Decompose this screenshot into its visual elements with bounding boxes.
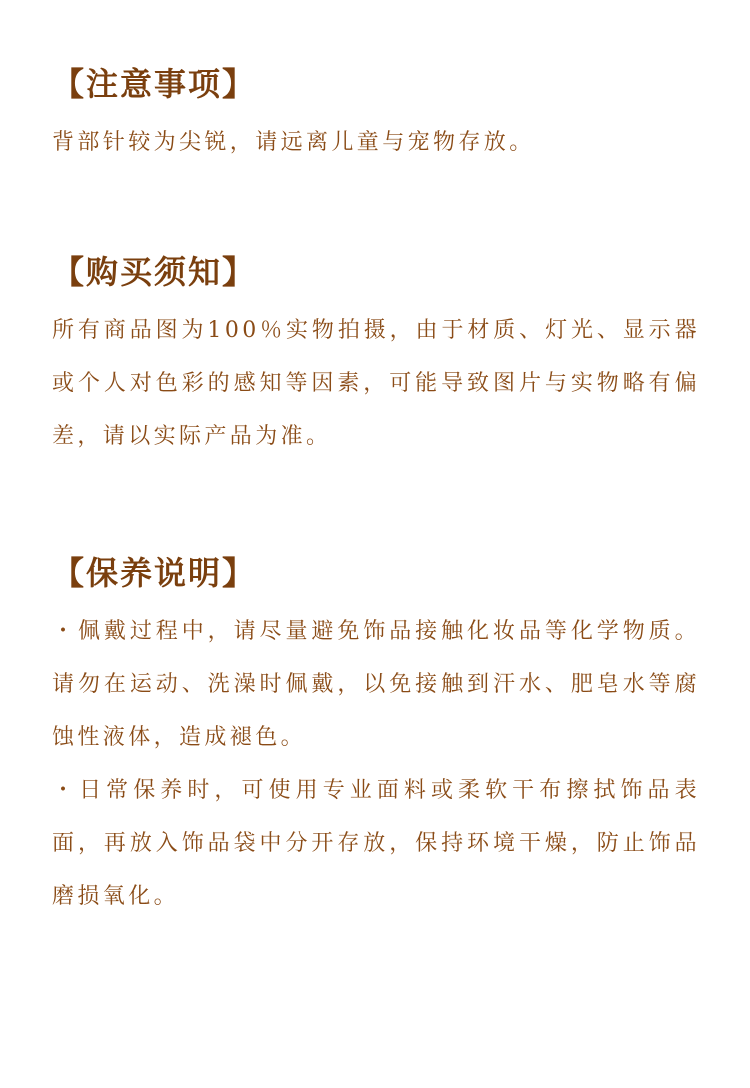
notice-section [52, 64, 700, 169]
purchase-notice-section [52, 252, 700, 463]
care-item-daily: ・日常保养时，可使用专业面料或柔软干布擦拭饰品表面，再放入饰品袋中分开存放，保持环境干燥，防止饰品磨损氧化。 [52, 778, 700, 909]
notice-heading: 【注意事项】 [52, 65, 257, 103]
care-item-wearing: ・佩戴过程中，请尽量避免饰品接触化妆品等化学物质。请勿在运动、洗澡时佩戴，以免接触到汗水、肥皂水等腐蚀性液体，造成褪色。 [52, 619, 700, 750]
care-instructions-section [52, 553, 700, 923]
notice-text: 背部针较为尖锐，请远离儿童与宠物存放。 [52, 130, 535, 155]
purchase-notice-heading: 【购买须知】 [52, 253, 257, 291]
purchase-notice-text: 所有商品图为100％实物拍摄，由于材质、灯光、显示器或个人对色彩的感知等因素，可能导致图片与实物略有偏差，请以实际产品为准。 [52, 318, 700, 449]
care-instructions-heading: 【保养说明】 [52, 554, 257, 592]
